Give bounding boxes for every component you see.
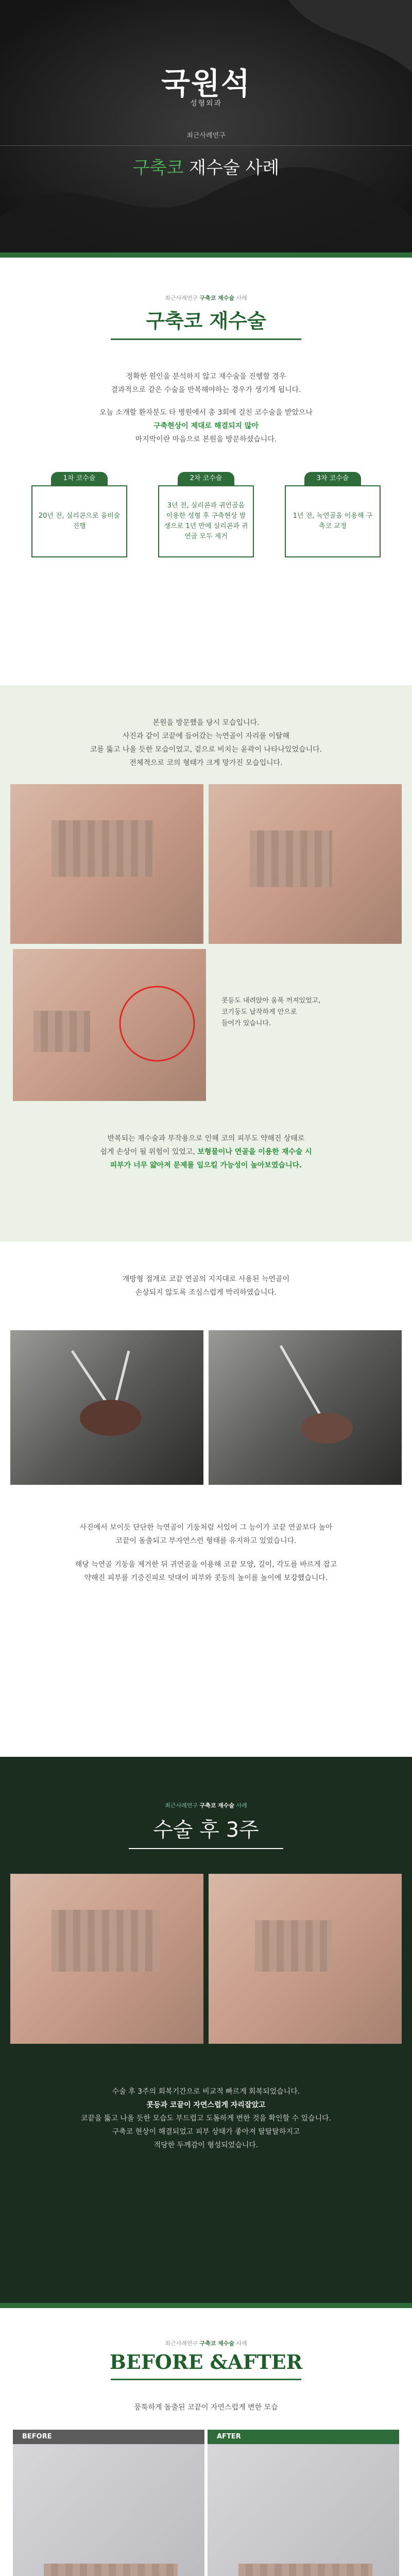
ba-before-col-1 (13, 2430, 204, 2576)
after-nostril-photo (208, 2430, 399, 2576)
surgery-history (0, 472, 412, 557)
three-weeks-section (0, 1757, 412, 2303)
section-kicker-3: 최근사례연구 구축코 재수술 사례 (165, 2340, 247, 2347)
hospital-logo-sub: 성형외과 (190, 99, 222, 108)
hero-category: 최근사례연구 (186, 132, 226, 140)
three-weeks-text: 수술 후 3주의 회복기간으로 비교적 빠르게 회복되었습니다. 콧등과 코끝이 자연스럽게 자리잡았고 코끝을 뚫고 나올 듯한 모습도 부드럽고 도톰하게 변한 것을 확인할 수 있습니다. 구축코 현상이 해결되었고 피부 상태가 좋아져 탈탈탈하지고 적당한 두께감이 형성되었습니다. (80, 2088, 332, 2149)
hero-divider (0, 145, 412, 146)
hospital-logo: 국원석 (161, 66, 251, 101)
surgery-quote: 사진에서 보이듯 단단한 늑연골이 기둥처럼 서있어 그 능이가 코끝 연골보다 높아 코끝이 돌출되고 부자연스런 형태를 유지하고 있었습니다. 해당 늑연골 기둥을 제거한 뒤 귀연골을 이용해 코끝 모양, 길이, 각도를 바르게 잡고 약해진 피부를 기증진피로 덧대어 피부와 콧등의 높이를 높이에 보강했습니다. (75, 1523, 337, 1582)
after-label: AFTER (208, 2430, 399, 2444)
surgery-card-1: 1차 코수술 20년 전, 실리콘으로 융비술 진행 (31, 472, 127, 557)
ba-caption-1: 뭉툭하게 돌출된 코끝이 자연스럽게 변한 모습 (134, 2403, 278, 2412)
visit-zoom (0, 949, 412, 1101)
before-nose-closeup (13, 949, 206, 1101)
after-3w-side-photo (209, 1874, 402, 2044)
intro-title: 구축코 재수술 (146, 310, 266, 332)
visit-text: 본원을 방문했을 당시 모습입니다. 사진과 같이 코끝에 들어갔는 늑연골이 자리를 이탈해 코를 뚫고 나올 듯한 모습이었고, 겉으로 비치는 윤곽이 나타나있었습니다. 전체적으로 코의 형태가 크게 망가진 모습입니다. (90, 719, 322, 767)
three-weeks-photos (0, 1874, 412, 2044)
ba-after-col-1 (208, 2430, 399, 2576)
surgery-photo-2 (209, 1330, 402, 1485)
hero-title-highlight: 구축코 (132, 158, 184, 178)
title-underline (111, 338, 301, 340)
nose-annotation: 콧등도 내려앉아 움푹 꺼져있었고, 코기둥도 납작하게 안으로 들어가 있습니다. (221, 997, 321, 1027)
intro-text: 정확한 원인을 분석하지 않고 재수술을 진행할 경우 결과적으로 같은 수술을 반복해야하는 경우가 생기게 됩니다. 오늘 소개할 환자분도 타 병원에서 총 3회에 걸친 코수술을 받았으나 구축현상이 제대로 해결되지 않아 마지막이란 마음으로 본원을 방문하셨습니다. (99, 372, 313, 444)
nose-highlight-circle (13, 949, 206, 1101)
before-after-section (0, 2308, 412, 2576)
before-after-title: BEFORE &AFTER (109, 2350, 303, 2374)
surgery-photo-1 (10, 1330, 203, 1485)
green-divider (0, 252, 412, 258)
surgical-instruments (10, 1330, 203, 1485)
surgery-section (0, 1242, 412, 1757)
surgery-card-2: 2차 코수술 3년 전, 실리콘과 귀연골을 이용한 성형 후 구축현상 발생으로 1년 만에 실리콘과 귀연골 모두 제거 (158, 472, 254, 557)
hero-title-rest: 재수술 사례 (183, 158, 280, 178)
hero-banner (0, 0, 412, 252)
intro-section (0, 258, 412, 685)
title-underline-3 (111, 2379, 301, 2380)
before-label: BEFORE (13, 2430, 204, 2444)
visit-quote: 반복되는 재수술과 부작용으로 인해 코의 피부도 약해진 상태로 쉽게 손상이 될 위험이 있었고, 보형물이나 연골을 이용한 재수술 시 피부가 너무 얇아져 문제를 일으킬 가능성이 높아보였습니다. (100, 1134, 312, 1170)
before-nostril-photo (13, 2430, 204, 2576)
surgery-card-3: 3차 코수술 1년 전, 늑연골을 이용해 구축코 교정 (285, 472, 381, 557)
surgical-instruments-2 (209, 1330, 402, 1485)
hero-title (0, 154, 412, 179)
surgery-photos (0, 1330, 412, 1485)
section-kicker: 최근사례연구 구축코 재수술 사례 (165, 295, 247, 301)
three-weeks-title: 수술 후 3주 (153, 1818, 259, 1842)
ba-photos-1 (0, 2430, 412, 2576)
section-kicker-2: 최근사례연구 구축코 재수술 사례 (165, 1802, 247, 1809)
surgery-text: 개방형 절개로 코끝 연골의 지지대로 사용된 늑연골이 손상되지 않도록 조심스럽게 박리하였습니다. (122, 1275, 290, 1297)
title-underline-2 (129, 1848, 283, 1849)
visit-photos (0, 784, 412, 944)
green-divider-2 (0, 2303, 412, 2308)
before-side-photo (209, 784, 402, 944)
before-front-photo (10, 784, 203, 944)
after-3w-front-photo (10, 1874, 203, 2044)
visit-section (0, 685, 412, 1242)
ink-background-decoration (0, 0, 412, 252)
